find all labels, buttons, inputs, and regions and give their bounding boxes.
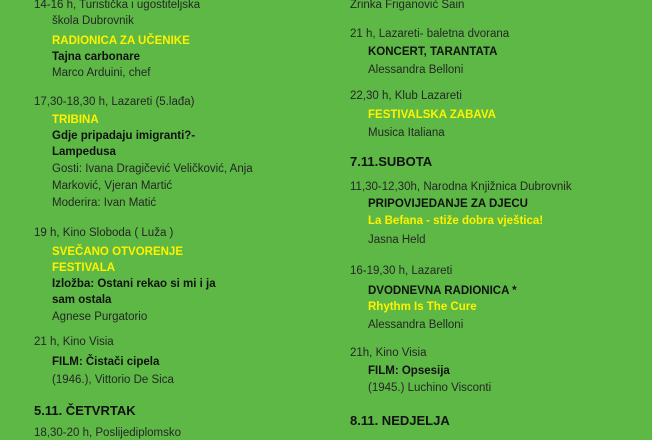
event-guests: Gosti: Ivana Dragičević Veličković, Anja (52, 163, 253, 175)
event-time-place: 11,30-12,30h, Narodna Knjižnica Dubrovnik (350, 181, 572, 193)
day-heading: 7.11.SUBOTA (350, 154, 433, 169)
event-title: sam ostala (52, 294, 112, 306)
event-time-place: 21 h, Lazareti- baletna dvorana (350, 28, 510, 40)
event-title: Lampedusa (52, 146, 116, 158)
event-category: RADIONICA ZA UČENIKE (52, 35, 190, 47)
event-category: KONCERT, TARANTATA (368, 46, 498, 58)
event-moderator: Moderira: Ivan Matić (52, 197, 157, 209)
event-title: Rhythm Is The Cure (368, 301, 477, 313)
event-category: FESTIVALSKA ZABAVA (368, 109, 496, 121)
event-time-place: 17,30-18,30 h, Lazareti (5.lađa) (34, 96, 195, 108)
event-person: Agnese Purgatorio (52, 311, 148, 323)
event-category: DVODNEVNA RADIONICA * (368, 285, 517, 297)
event-time-place: 16-19,30 h, Lazareti (350, 265, 453, 277)
event-person: Zrinka Friganović Sain (350, 0, 465, 11)
event-info: Musica Italiana (368, 127, 445, 139)
event-title: La Befana - stiže dobra vještica! (368, 215, 544, 227)
event-category: TRIBINA (52, 114, 99, 126)
event-time-place: 22,30 h, Klub Lazareti (350, 90, 462, 102)
event-person: Alessandra Belloni (368, 64, 464, 76)
event-venue: škola Dubrovnik (52, 15, 134, 27)
event-time-place: 21 h, Kino Visia (34, 336, 114, 348)
event-info: (1945.) Luchino Visconti (368, 382, 492, 394)
event-info: (1946.), Vittorio De Sica (52, 374, 174, 386)
event-title: Izložba: Ostani rekao si mi i ja (52, 278, 216, 290)
event-category: PRIPOVIJEDANJE ZA DJECU (368, 198, 528, 210)
event-title: Tajna carbonare (52, 51, 140, 63)
event-title: Gdje pripadaju imigranti?- (52, 130, 196, 142)
event-person: Jasna Held (368, 234, 426, 246)
event-guests: Marković, Vjeran Martić (52, 180, 173, 192)
event-title: FILM: Čistači cipela (52, 356, 160, 368)
event-category: SVEČANO OTVORENJE (52, 246, 183, 258)
event-category: FESTIVALA (52, 262, 116, 274)
day-heading: 5.11. ČETVRTAK (34, 403, 136, 418)
event-title: FILM: Opsesija (368, 365, 450, 377)
event-time-place: 14-16 h, Turistička i ugostiteljska (34, 0, 201, 11)
event-person: Marco Arduini, chef (52, 67, 151, 79)
event-time-place: 18,30-20 h, Poslijediplomsko (34, 427, 182, 439)
day-heading: 8.11. NEDJELJA (350, 413, 450, 428)
event-person: Alessandra Belloni (368, 319, 464, 331)
event-time-place: 21h, Kino Visia (350, 347, 427, 359)
event-time-place: 19 h, Kino Sloboda ( Luža ) (34, 227, 174, 239)
